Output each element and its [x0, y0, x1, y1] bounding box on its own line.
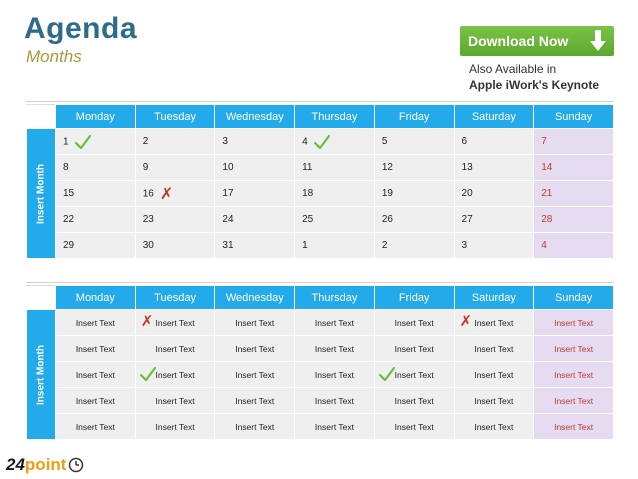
calendar-cell-text: 17: [222, 188, 234, 199]
agenda-cell-text: Insert Text: [314, 317, 354, 328]
agenda-cell[interactable]: [135, 388, 215, 414]
calendar-cell[interactable]: [374, 233, 454, 259]
agenda-cell[interactable]: [454, 362, 534, 388]
calendar-cell-text: 23: [142, 214, 154, 225]
x-mark-icon: ✗: [459, 312, 473, 330]
calendar-row: [27, 129, 614, 155]
agenda-cell[interactable]: [215, 414, 295, 440]
agenda-cell[interactable]: [295, 362, 375, 388]
calendar-cell[interactable]: [374, 181, 454, 207]
logo-word: point: [24, 455, 67, 474]
agenda-cell-text: Insert Text: [155, 317, 195, 328]
day-header-tuesday: Tuesday: [135, 286, 215, 310]
checkmark-icon: [75, 135, 91, 149]
calendar-cell[interactable]: [295, 129, 375, 155]
agenda-cell[interactable]: [534, 362, 614, 388]
agenda-cell[interactable]: [534, 414, 614, 440]
checkmark-icon: [379, 367, 395, 381]
calendar-cell-text: 8: [63, 162, 69, 173]
calendar-cell[interactable]: [56, 129, 136, 155]
calendar-cell[interactable]: [215, 233, 295, 259]
agenda-cell[interactable]: [135, 310, 215, 336]
brand-logo: [6, 455, 66, 475]
clock-icon: [68, 457, 84, 473]
calendar-row: [27, 207, 614, 233]
calendar-cell-text: 19: [381, 188, 393, 199]
agenda-cell[interactable]: [374, 362, 454, 388]
agenda-cell-text: Insert Text: [75, 395, 115, 406]
calendar-cell-text: 7: [541, 136, 547, 147]
agenda-cell[interactable]: [215, 310, 295, 336]
calendar-cell-text: 9: [142, 162, 149, 173]
agenda-cell-text: Insert Text: [75, 343, 115, 354]
agenda-cell[interactable]: [56, 336, 136, 362]
agenda-cell-text: Insert Text: [235, 317, 275, 328]
calendar-cell[interactable]: [295, 207, 375, 233]
calendar-cell[interactable]: [454, 207, 534, 233]
agenda-cell-text: Insert Text: [554, 395, 594, 406]
download-label: Download Now: [468, 33, 569, 49]
agenda-cell[interactable]: [295, 414, 375, 440]
calendar-cell[interactable]: [135, 155, 215, 181]
agenda-cell-text: Insert Text: [235, 343, 275, 354]
agenda-table: [26, 285, 614, 440]
calendar-cell-text: 2: [142, 136, 149, 147]
calendar-cell-text: 6: [461, 136, 468, 147]
agenda-cell-text: Insert Text: [155, 395, 195, 406]
calendar-cell-text: 1: [63, 136, 69, 148]
agenda-cell-text: Insert Text: [235, 369, 275, 380]
agenda-cell[interactable]: [454, 388, 534, 414]
agenda-cell-text: Insert Text: [394, 421, 434, 432]
download-arrow-icon: [590, 30, 606, 52]
agenda-row: [27, 362, 614, 388]
day-header-sunday: Sunday: [534, 286, 614, 310]
day-header-tuesday: Tuesday: [135, 105, 215, 129]
calendar-cell-text: 4: [541, 240, 547, 251]
calendar-cell[interactable]: [374, 129, 454, 155]
calendar-row: [27, 233, 614, 259]
calendar-cell[interactable]: [295, 181, 375, 207]
agenda-cell-text: Insert Text: [554, 343, 594, 354]
divider: [26, 282, 614, 283]
page-subtitle: Months: [26, 47, 82, 66]
agenda-cell[interactable]: [56, 362, 136, 388]
agenda-cell-text: Insert Text: [474, 395, 514, 406]
agenda-row: [27, 414, 614, 440]
day-header-thursday: Thursday: [295, 286, 375, 310]
agenda-cell-text: Insert Text: [155, 343, 195, 354]
calendar-cell[interactable]: [56, 207, 136, 233]
agenda-cell[interactable]: [534, 310, 614, 336]
agenda-cell-text: Insert Text: [474, 421, 514, 432]
agenda-cell[interactable]: [374, 336, 454, 362]
day-header-saturday: Saturday: [454, 105, 534, 129]
calendar-cell-text: 24: [222, 214, 234, 225]
day-header-wednesday: Wednesday: [215, 105, 295, 129]
calendar-cell[interactable]: [534, 155, 614, 181]
calendar-cell-text: 14: [541, 162, 553, 173]
agenda-cell-text: Insert Text: [394, 317, 434, 328]
day-header-friday: Friday: [374, 105, 454, 129]
calendar-cell[interactable]: [215, 155, 295, 181]
calendar-cell[interactable]: [295, 155, 375, 181]
calendar-cell[interactable]: [374, 155, 454, 181]
agenda-cell[interactable]: [295, 336, 375, 362]
agenda-cell[interactable]: [135, 336, 215, 362]
calendar-cell[interactable]: [374, 207, 454, 233]
agenda-cell[interactable]: [135, 414, 215, 440]
calendar-cell[interactable]: [215, 181, 295, 207]
calendar-cell-text: 10: [222, 162, 234, 173]
calendar-cell[interactable]: [56, 233, 136, 259]
agenda-cell-text: Insert Text: [155, 421, 195, 432]
calendar-cell-text: 12: [381, 162, 393, 173]
checkmark-icon: [314, 135, 330, 149]
agenda-cell-text: Insert Text: [235, 421, 275, 432]
calendar-cell-text: 13: [461, 162, 473, 173]
header-corner: [27, 105, 56, 129]
day-header-saturday: Saturday: [454, 286, 534, 310]
calendar-cell[interactable]: [454, 233, 534, 259]
agenda-cell-text: Insert Text: [474, 317, 514, 328]
agenda-cell-text: Insert Text: [155, 369, 195, 380]
calendar-cell[interactable]: [295, 233, 375, 259]
agenda-cell-text: Insert Text: [314, 421, 354, 432]
agenda-cell[interactable]: [454, 336, 534, 362]
agenda-cell[interactable]: [534, 388, 614, 414]
calendar-row: [27, 181, 614, 207]
agenda-cell[interactable]: [135, 362, 215, 388]
agenda-cell-text: Insert Text: [554, 421, 594, 432]
agenda-cell-text: Insert Text: [554, 317, 594, 328]
month-label-text: Insert Month: [35, 344, 47, 405]
calendar-cell[interactable]: [534, 129, 614, 155]
day-header-sunday: Sunday: [534, 105, 614, 129]
calendar-cell[interactable]: [135, 129, 215, 155]
calendar-cell[interactable]: [534, 207, 614, 233]
calendar-cell-text: 26: [381, 214, 393, 225]
also-available-text: Also Available in: [469, 62, 557, 76]
calendar-cell[interactable]: [454, 155, 534, 181]
x-mark-icon: ✗: [159, 183, 174, 203]
agenda-cell-text: Insert Text: [474, 369, 514, 380]
x-mark-icon: ✗: [140, 312, 154, 330]
agenda-cell[interactable]: [56, 310, 136, 336]
calendar-cell[interactable]: [135, 207, 215, 233]
agenda-cell[interactable]: [454, 414, 534, 440]
calendar-cell-text: 28: [541, 214, 553, 225]
calendar-cell-text: 15: [63, 188, 75, 199]
agenda-body: [27, 310, 614, 440]
day-header-wednesday: Wednesday: [215, 286, 295, 310]
agenda-cell[interactable]: [215, 388, 295, 414]
agenda-cell[interactable]: [454, 310, 534, 336]
agenda-cell-text: Insert Text: [235, 395, 275, 406]
agenda-cell[interactable]: [295, 310, 375, 336]
calendar-cell[interactable]: [135, 181, 215, 207]
agenda-row: [27, 336, 614, 362]
calendar-cell[interactable]: [56, 155, 136, 181]
agenda-row: [27, 388, 614, 414]
calendar-cell-text: 25: [302, 214, 314, 225]
calendar-cell-text: 3: [461, 240, 468, 251]
agenda-cell[interactable]: [295, 388, 375, 414]
calendar-cell[interactable]: [534, 233, 614, 259]
calendar-cell[interactable]: [454, 181, 534, 207]
calendar-cell[interactable]: [454, 129, 534, 155]
calendar-cell[interactable]: [56, 181, 136, 207]
calendar-cell-text: 5: [381, 136, 388, 147]
calendar-cell-text: 1: [302, 240, 308, 251]
calendar-cell-text: 16: [142, 188, 154, 200]
calendar-cell-text: 11: [302, 162, 313, 173]
calendar-cell-text: 20: [461, 188, 473, 199]
agenda-cell-text: Insert Text: [75, 317, 115, 328]
agenda-cell[interactable]: [534, 336, 614, 362]
calendar-cell-text: 22: [63, 214, 75, 225]
agenda-cell[interactable]: [215, 336, 295, 362]
agenda-cell-text: Insert Text: [474, 343, 514, 354]
agenda-cell-text: Insert Text: [394, 395, 434, 406]
agenda-cell-text: Insert Text: [314, 369, 354, 380]
agenda-cell-text: Insert Text: [75, 369, 115, 380]
keynote-availability-text[interactable]: Apple iWork's Keynote: [469, 78, 599, 92]
header-corner: [27, 286, 56, 310]
agenda-cell[interactable]: [374, 310, 454, 336]
month-label-text: Insert Month: [35, 163, 47, 224]
agenda-cell[interactable]: [374, 414, 454, 440]
calendar-cell-text: 4: [302, 136, 308, 148]
calendar-cell[interactable]: [215, 129, 295, 155]
calendar-cell-text: 3: [222, 136, 228, 147]
agenda-cell-text: Insert Text: [394, 369, 434, 380]
calendar-row: [27, 155, 614, 181]
month-side-label[interactable]: [27, 129, 56, 259]
day-header-thursday: Thursday: [295, 105, 375, 129]
agenda-cell-text: Insert Text: [394, 343, 434, 354]
calendar-header-row: [27, 105, 614, 129]
agenda-cell[interactable]: [56, 414, 136, 440]
agenda-cell-text: Insert Text: [75, 421, 115, 432]
logo-number: 24: [6, 455, 25, 474]
calendar-cell-text: 21: [541, 188, 553, 199]
month-side-label[interactable]: [27, 310, 56, 440]
calendar-cell-text: 27: [461, 214, 473, 225]
calendar-cell-text: 2: [381, 240, 388, 251]
calendar-body: [27, 129, 614, 259]
agenda-cell-text: Insert Text: [554, 369, 594, 380]
calendar-cell[interactable]: [534, 181, 614, 207]
day-header-monday: Monday: [56, 286, 136, 310]
divider: [26, 101, 614, 102]
calendar-cell-text: 31: [222, 240, 234, 251]
page-title: Agenda: [24, 12, 138, 45]
agenda-cell-text: Insert Text: [314, 395, 354, 406]
calendar-cell[interactable]: [215, 207, 295, 233]
day-header-friday: Friday: [374, 286, 454, 310]
agenda-cell[interactable]: [215, 362, 295, 388]
calendar-cell[interactable]: [135, 233, 215, 259]
calendar-cell-text: 30: [142, 240, 154, 251]
agenda-cell-text: Insert Text: [314, 343, 354, 354]
calendar-table: [26, 104, 614, 259]
calendar-cell-text: 18: [302, 188, 314, 199]
day-header-monday: Monday: [56, 105, 136, 129]
checkmark-icon: [140, 367, 156, 381]
calendar-cell-text: 29: [63, 240, 75, 251]
agenda-cell[interactable]: [56, 388, 136, 414]
agenda-row: [27, 310, 614, 336]
agenda-header-row: [27, 286, 614, 310]
download-now-button[interactable]: [460, 26, 614, 56]
agenda-cell[interactable]: [374, 388, 454, 414]
